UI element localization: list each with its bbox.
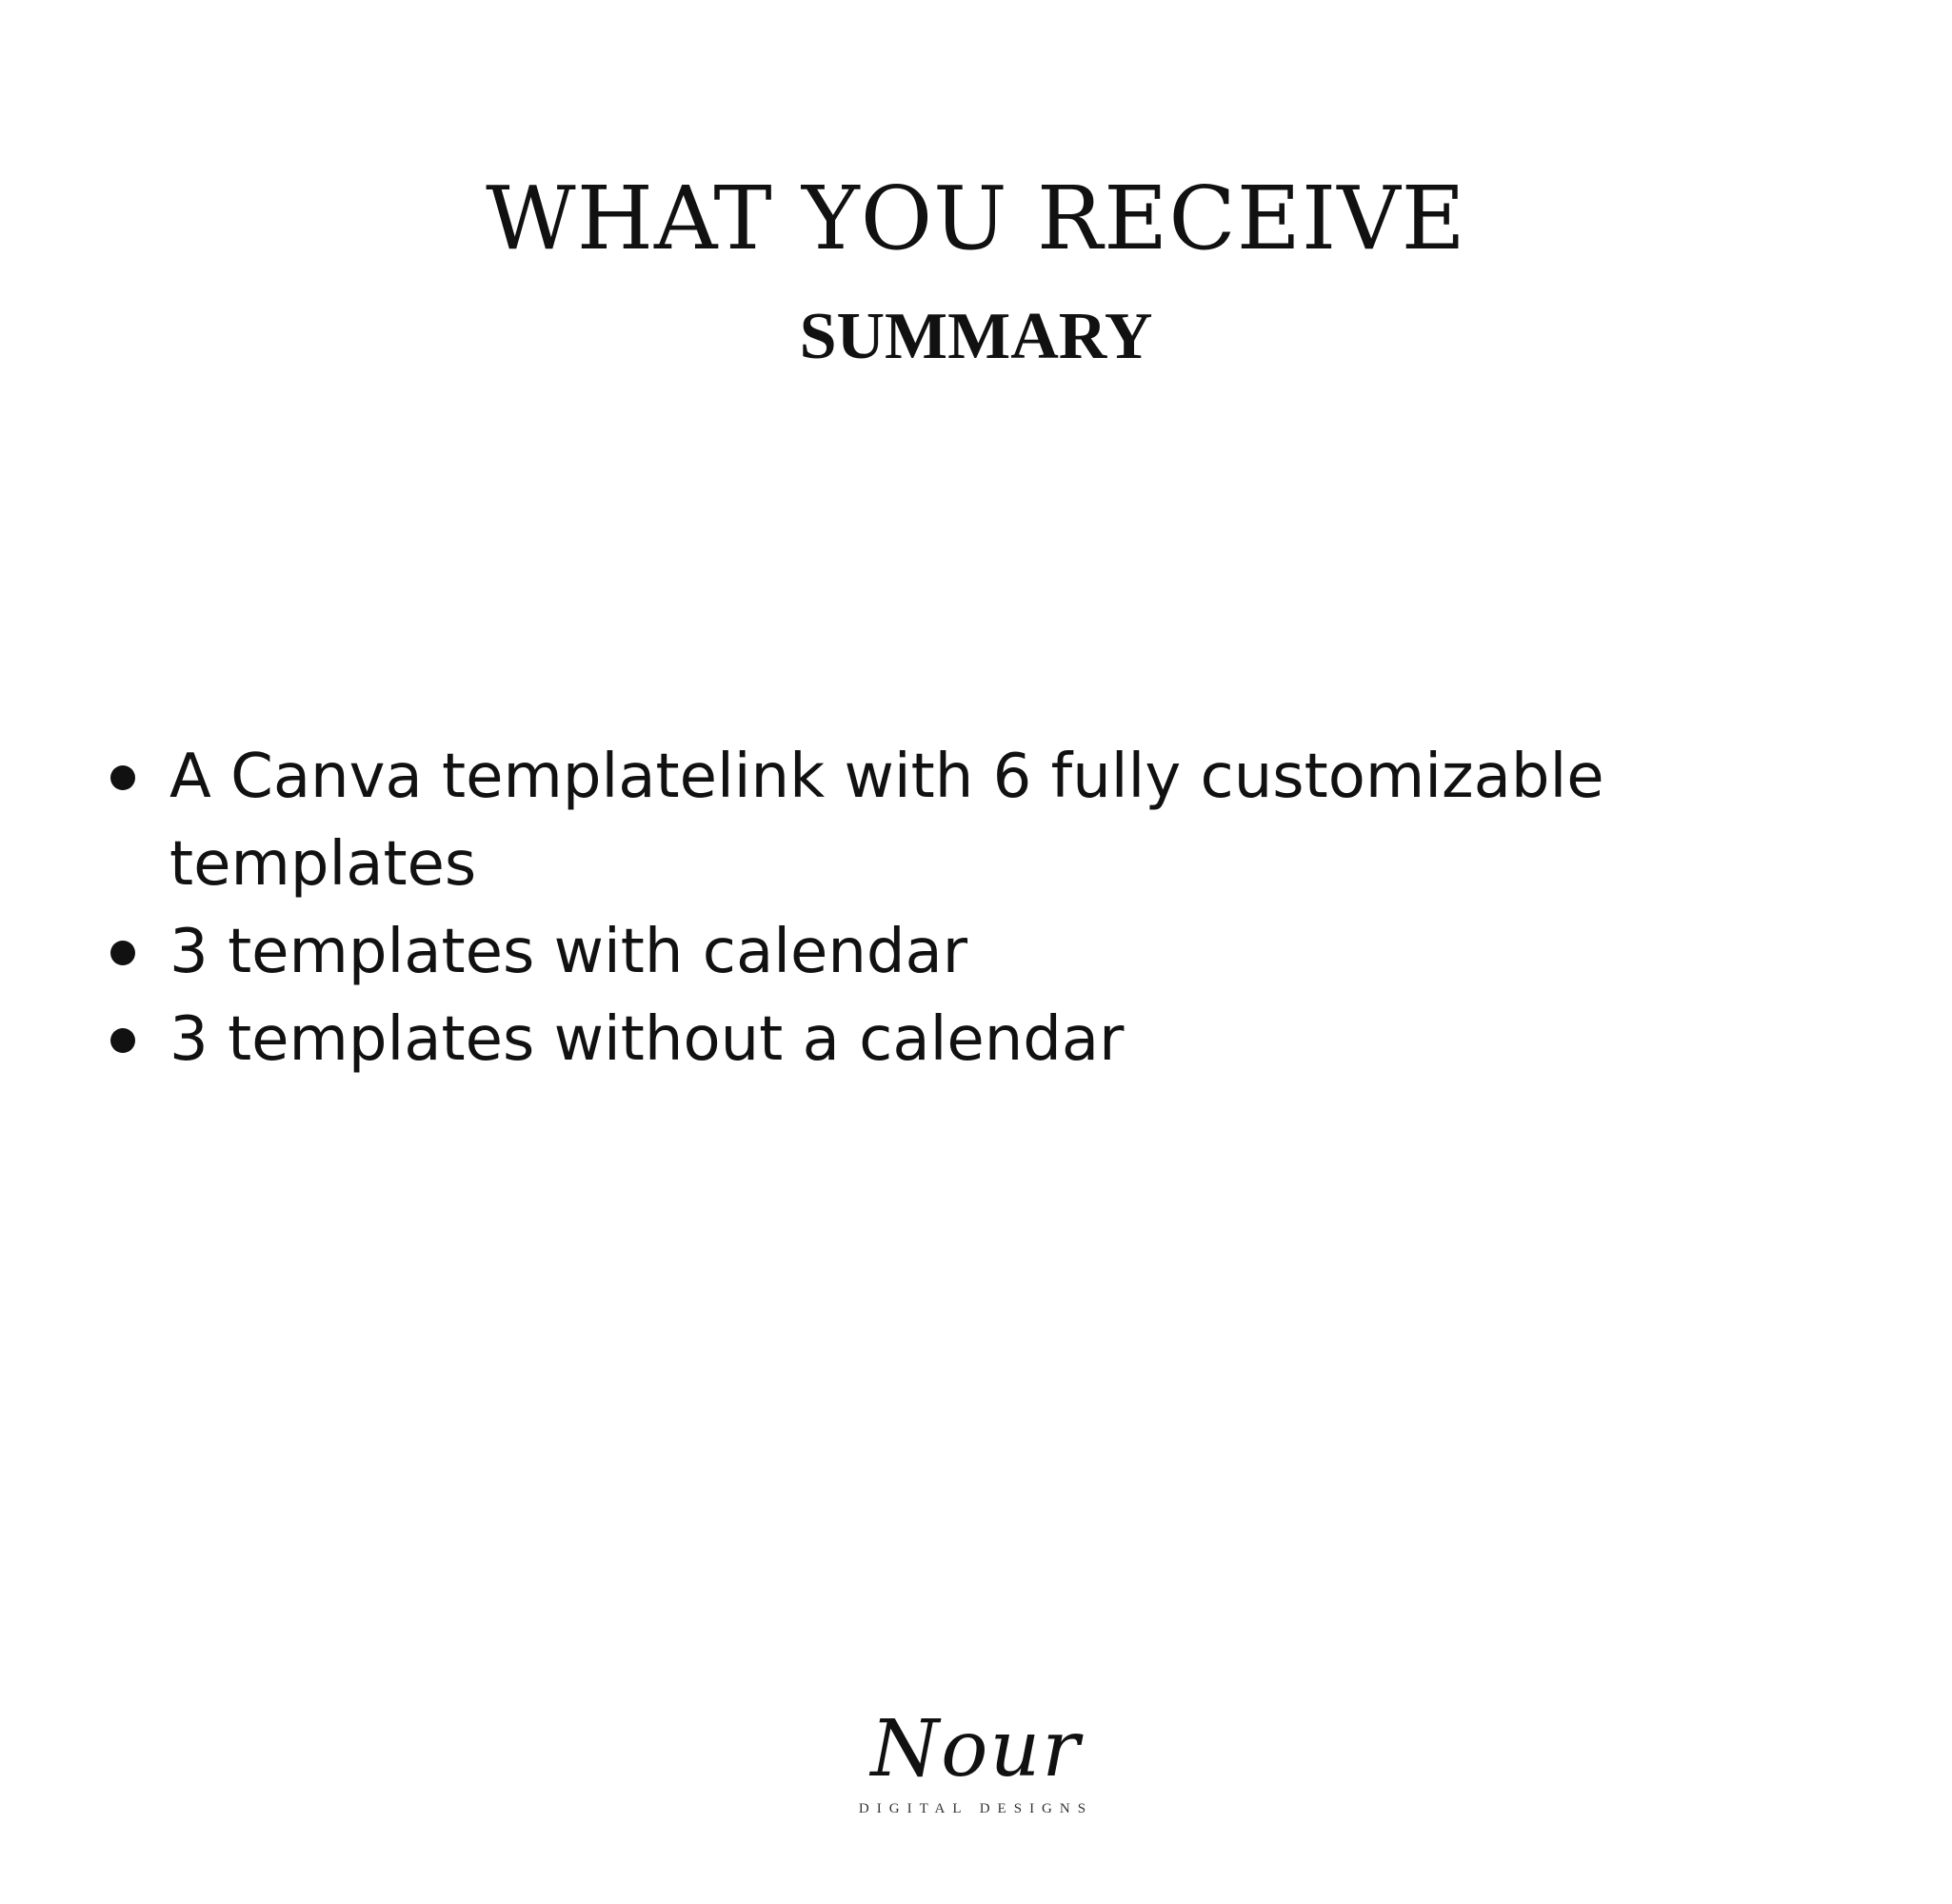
list-item <box>105 908 1771 996</box>
brand-logo <box>0 1704 1952 1818</box>
logo-tagline: DIGITAL DESIGNS <box>858 1801 1094 1816</box>
bullet-icon <box>110 1028 135 1053</box>
list-item-text: A Canva templatelink with 6 fully customizable templates <box>169 742 1604 900</box>
page-subtitle: SUMMARY <box>799 300 1153 373</box>
list-item <box>105 996 1771 1083</box>
list-item <box>105 733 1771 908</box>
bullet-icon <box>110 941 135 965</box>
page-title: WHAT YOU RECEIVE <box>486 168 1466 269</box>
logo-name: Nour <box>870 1704 1082 1795</box>
bullet-icon <box>110 765 135 790</box>
list-item-text: 3 templates without a calendar <box>169 1004 1125 1075</box>
summary-list <box>105 733 1771 1083</box>
list-item-text: 3 templates with calendar <box>169 917 968 987</box>
